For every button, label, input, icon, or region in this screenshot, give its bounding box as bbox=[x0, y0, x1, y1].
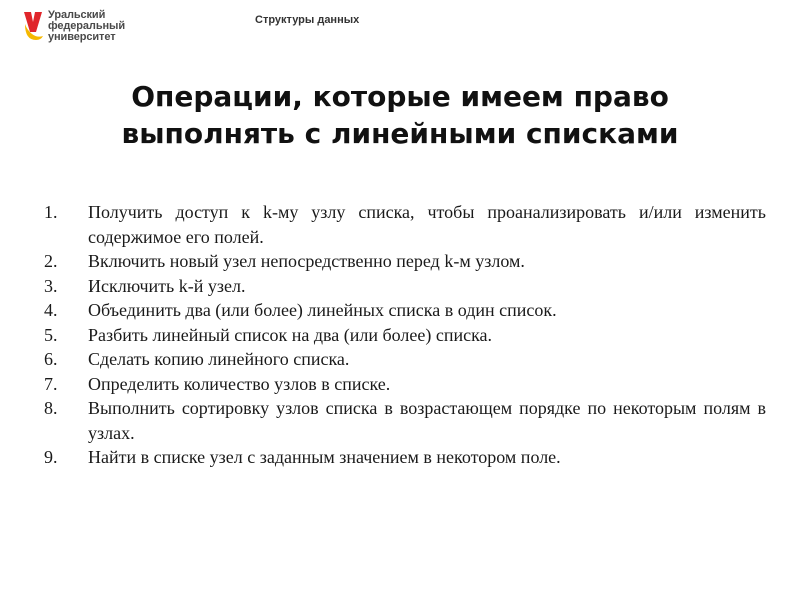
list-item-text: Исключить k-й узел. bbox=[88, 275, 246, 296]
list-item-number: 1. bbox=[44, 202, 58, 222]
list-item-text: Включить новый узел непосредственно перед k-м узлом. bbox=[88, 251, 525, 271]
list-item bbox=[44, 200, 766, 249]
list-item-number: 8. bbox=[44, 398, 58, 418]
list-item-text: Найти в списке узел с заданным значением в некотором поле. bbox=[88, 447, 561, 467]
list-item-number: 7. bbox=[44, 373, 58, 394]
list-item bbox=[44, 323, 766, 348]
list-item-text: Определить количество узлов в списке. bbox=[88, 373, 391, 394]
list-item-text: Объединить два (или более) линейных списка в один список. bbox=[88, 300, 557, 320]
list-item-text: Выполнить сортировку узлов списка в возрастающем порядке по некоторым полям в узлах. bbox=[88, 398, 766, 443]
list-item bbox=[44, 396, 766, 445]
slide-title-line-2: выполнять с линейными списками bbox=[121, 117, 679, 150]
operations-list bbox=[44, 200, 766, 470]
list-item bbox=[44, 372, 766, 397]
slide-title-line-1: Операции, которые имеем право bbox=[131, 80, 669, 113]
list-item-number: 6. bbox=[44, 349, 58, 369]
list-item-number: 2. bbox=[44, 251, 58, 271]
logo-text bbox=[48, 10, 125, 43]
list-item bbox=[44, 445, 766, 470]
list-item-number: 3. bbox=[44, 275, 58, 296]
logo-line-1: Уральский bbox=[48, 9, 106, 21]
list-item bbox=[44, 298, 766, 323]
slide-title bbox=[0, 78, 800, 152]
list-item-number: 5. bbox=[44, 324, 58, 345]
list-item-number: 4. bbox=[44, 300, 58, 320]
list-item-text: Разбить линейный список на два (или более) списка. bbox=[88, 324, 493, 345]
urfu-logo-icon bbox=[22, 10, 44, 42]
list-item-text: Получить доступ к k-му узлу списка, чтобы проанализировать и/или изменить содержимое его полей. bbox=[88, 202, 766, 247]
university-logo bbox=[22, 10, 125, 43]
logo-line-2: федеральный bbox=[48, 20, 125, 32]
list-item-text: Сделать копию линейного списка. bbox=[88, 349, 350, 369]
list-item bbox=[44, 249, 766, 274]
list-item bbox=[44, 274, 766, 299]
course-title: Структуры данных bbox=[255, 14, 360, 26]
list-item-number: 9. bbox=[44, 447, 58, 467]
logo-line-3: университет bbox=[48, 31, 116, 43]
list-item bbox=[44, 347, 766, 372]
